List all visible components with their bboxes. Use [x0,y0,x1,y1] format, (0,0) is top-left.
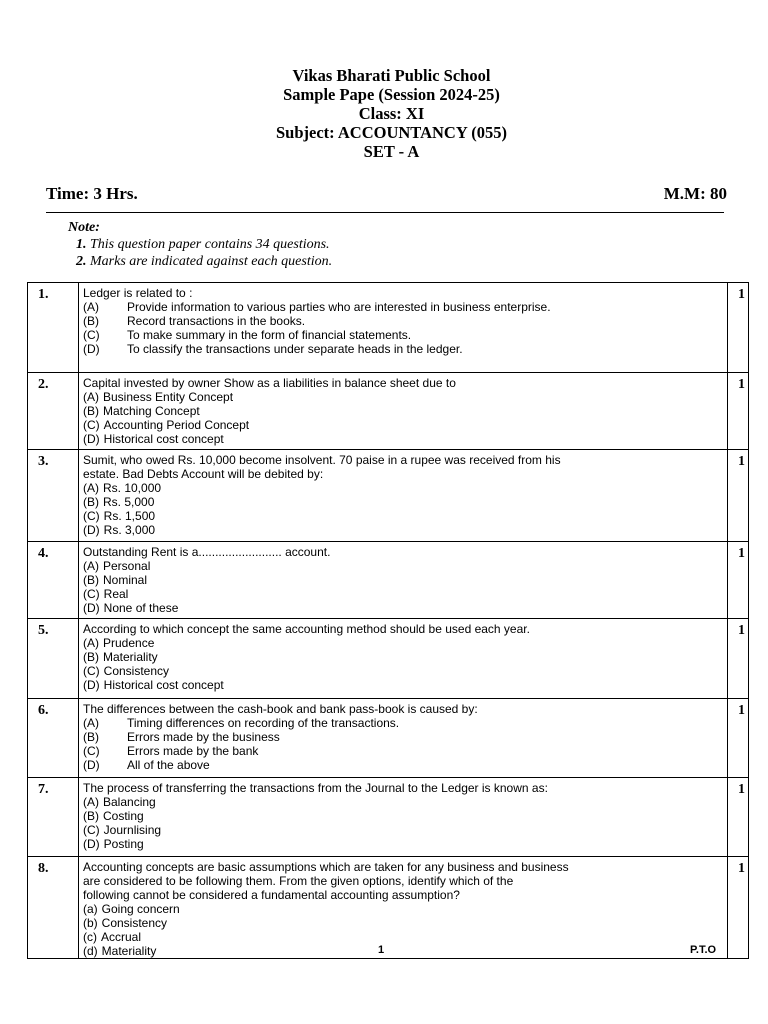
option-label: (A) [83,481,99,495]
option-text: Rs. 10,000 [103,481,162,495]
answer-option [83,390,723,404]
option-text: Journlising [103,823,162,837]
question-marks: 1 [728,857,749,959]
option-label: (C) [83,328,100,342]
option-label: (D) [83,837,100,851]
question-text: Outstanding Rent is a......................... account. [83,545,331,559]
answer-option [83,495,723,509]
paper-title: Sample Pape (Session 2024-25) [283,85,500,104]
answer-option [83,523,723,537]
answer-option [83,300,723,314]
option-text: Rs. 5,000 [103,495,155,509]
option-text: To make summary in the form of financial statements. [127,328,412,342]
header-divider [46,212,724,213]
option-text: Accrual [101,930,142,944]
option-label: (B) [83,404,99,418]
option-text: Balancing [103,795,156,809]
question-number: 1. [28,283,79,373]
question-number: 4. [28,542,79,619]
answer-option [83,650,723,664]
option-label: (B) [83,650,99,664]
question-text: According to which concept the same accounting method should be used each year. [83,622,530,636]
option-label: (B) [83,314,99,328]
option-text: Errors made by the business [127,730,280,744]
option-label: (A) [83,795,99,809]
question-row [28,857,749,959]
option-label: (d) [83,944,98,958]
option-text: To classify the transactions under separate heads in the ledger. [127,342,463,356]
subject-label: Subject: ACCOUNTANCY (055) [276,123,507,142]
note-section [68,219,332,270]
option-label: (D) [83,523,100,537]
option-text: Going concern [101,902,180,916]
question-body [79,619,728,699]
question-body [79,857,728,959]
question-body [79,373,728,450]
answer-option [83,601,723,615]
note-item: 1. This question paper contains 34 questions. [90,236,332,253]
question-number: 6. [28,699,79,778]
option-text: Record transactions in the books. [127,314,306,328]
answer-option [83,328,723,342]
option-label: (A) [83,716,99,730]
question-body [79,450,728,542]
option-text: Real [103,587,129,601]
question-number: 8. [28,857,79,959]
answer-option [83,559,723,573]
question-body [79,283,728,373]
option-text: Errors made by the bank [127,744,259,758]
option-text: Personal [103,559,151,573]
page-number: 1 [378,944,385,956]
option-text: All of the above [127,758,210,772]
option-label: (A) [83,636,99,650]
option-text: Provide information to various parties who are interested in business enterprise. [127,300,551,314]
question-body [79,778,728,857]
answer-option [83,432,723,446]
pto-label: P.T.O [690,944,717,956]
answer-option [83,481,723,495]
question-number: 7. [28,778,79,857]
max-marks-label: M.M: 80 [663,184,727,203]
question-text: Capital invested by owner Show as a liabilities in balance sheet due to [83,376,456,390]
option-label: (C) [83,664,100,678]
option-text: Rs. 1,500 [103,509,156,523]
option-label: (B) [83,730,99,744]
question-number: 2. [28,373,79,450]
option-label: (D) [83,678,100,692]
answer-option [83,916,723,930]
answer-option [83,664,723,678]
question-marks: 1 [728,778,749,857]
answer-option [83,744,723,758]
paper-header [0,66,768,161]
question-row [28,283,749,373]
option-text: Historical cost concept [103,432,224,446]
option-label: (a) [83,902,98,916]
option-label: (b) [83,916,98,930]
option-label: (B) [83,495,99,509]
answer-option [83,837,723,851]
note-title: Note: [68,220,100,235]
option-label: (C) [83,823,100,837]
option-label: (D) [83,601,100,615]
question-text: The differences between the cash-book and bank pass-book is caused by: [83,702,478,716]
question-marks: 1 [728,373,749,450]
answer-option [83,795,723,809]
question-marks: 1 [728,283,749,373]
option-text: Accounting Period Concept [103,418,250,432]
option-label: (A) [83,390,99,404]
answer-option [83,509,723,523]
question-text: Sumit, who owed Rs. 10,000 become insolvent. 70 paise in a rupee was received from his estate. Bad Debts Account will be debited by: [83,453,561,481]
question-marks: 1 [728,619,749,699]
question-number: 5. [28,619,79,699]
option-label: (c) [83,930,97,944]
question-row [28,619,749,699]
question-text: The process of transferring the transactions from the Journal to the Ledger is known as: [83,781,548,795]
question-marks: 1 [728,699,749,778]
option-text: None of these [103,601,179,615]
answer-option [83,823,723,837]
answer-option [83,902,723,916]
question-body [79,542,728,619]
option-text: Business Entity Concept [103,390,234,404]
option-label: (B) [83,573,99,587]
answer-option [83,809,723,823]
option-text: Costing [103,809,144,823]
option-label: (C) [83,587,100,601]
set-label: SET - A [363,142,420,161]
option-label: (D) [83,432,100,446]
answer-option [83,404,723,418]
question-number: 3. [28,450,79,542]
question-text: Ledger is related to : [83,286,193,300]
option-label: (C) [83,509,100,523]
option-text: Timing differences on recording of the transactions. [127,716,400,730]
question-text: Accounting concepts are basic assumptions which are taken for any business and business are considered to be following them. From the given options, identify which of the following cannot be considered a fundamental accounting assumption? [83,860,569,902]
answer-option [83,716,723,730]
option-label: (C) [83,418,100,432]
option-text: Historical cost concept [103,678,224,692]
answer-option [83,730,723,744]
question-body [79,699,728,778]
answer-option [83,678,723,692]
question-row [28,450,749,542]
option-text: Materiality [103,650,158,664]
option-text: Posting [103,837,144,851]
question-table [27,282,749,959]
option-text: Matching Concept [103,404,200,418]
question-row [28,778,749,857]
question-row [28,699,749,778]
answer-option [83,342,723,356]
option-text: Prudence [103,636,155,650]
option-text: Consistency [101,916,168,930]
option-label: (D) [83,758,100,772]
answer-option [83,587,723,601]
school-name: Vikas Bharati Public School [292,66,491,85]
option-label: (D) [83,342,100,356]
answer-option [83,636,723,650]
option-text: Materiality [101,944,157,958]
answer-option [83,418,723,432]
time-label: Time: 3 Hrs. [46,184,138,203]
option-label: (A) [83,559,99,573]
note-item: 2. Marks are indicated against each question. [90,253,332,270]
option-text: Nominal [103,573,148,587]
question-row [28,373,749,450]
answer-option [83,930,723,944]
question-marks: 1 [728,450,749,542]
answer-option [83,314,723,328]
note-list [68,236,332,270]
option-label: (A) [83,300,99,314]
option-label: (C) [83,744,100,758]
answer-option [83,573,723,587]
question-marks: 1 [728,542,749,619]
option-label: (B) [83,809,99,823]
option-text: Consistency [103,664,170,678]
question-row [28,542,749,619]
option-text: Rs. 3,000 [103,523,156,537]
answer-option [83,758,723,772]
class-label: Class: XI [358,104,425,123]
answer-option [83,944,723,958]
